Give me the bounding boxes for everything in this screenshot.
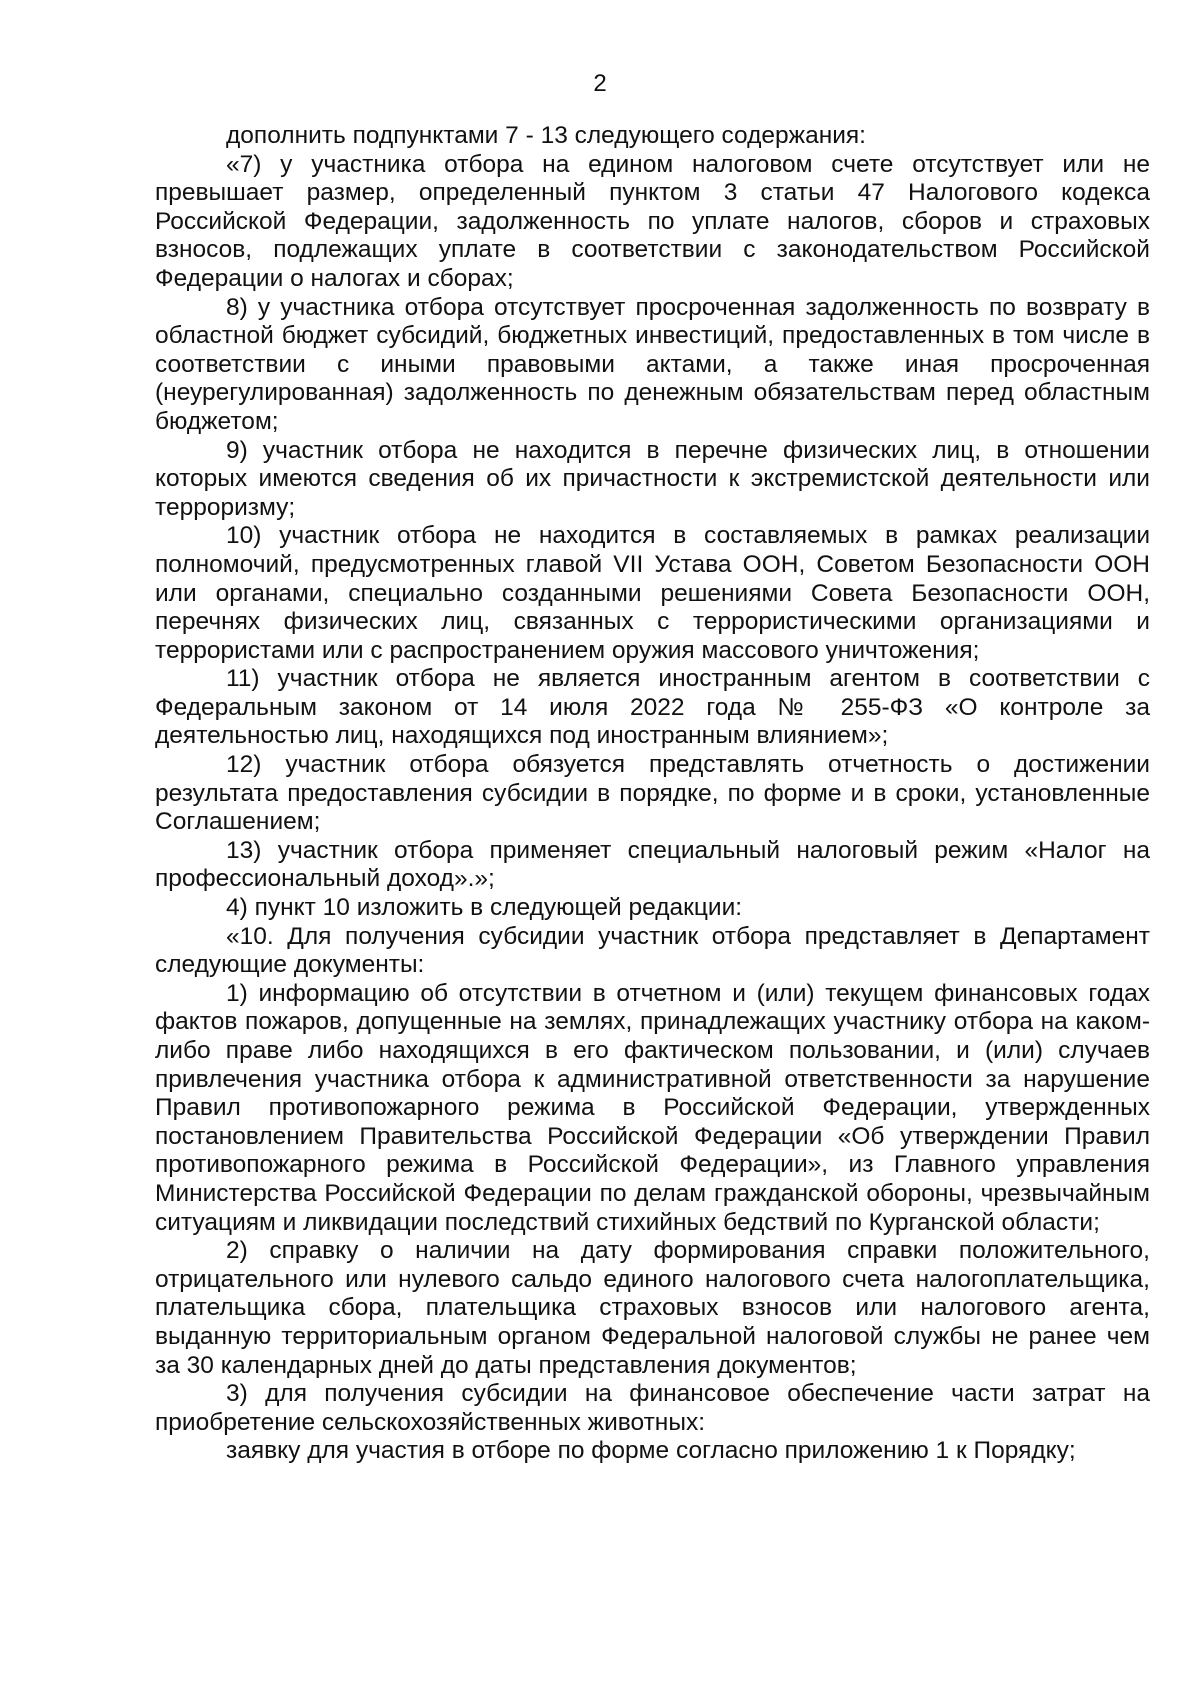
paragraph-document-2: 2) справку о наличии на дату формирования справки положительного, отрицательного или нулевого сальдо единого налогового счета налогоплательщика, плательщика сбора, плательщика страховых взносов или налогового агента, выданную территориальным органом Федеральной налоговой службы не ранее чем за 30 календарных дней до даты представления документов; [155, 1237, 1150, 1379]
paragraph-document-1: 1) информацию об отсутствии в отчетном и (или) текущем финансовых годах фактов пожаров, допущенные на землях, принадлежащих участнику отбора на каком-либо праве либо находящихся в его фактическом пользовании, и (или) случаев привлечения участника отбора к административной ответственности за нарушение Правил противопожарного режима в Российской Федерации, утвержденных постановлением Правительства Российской Федерации «Об утверждении Правил противопожарного режима в Российской Федерации», из Главного управления Министерства Российской Федерации по делам гражданской обороны, чрезвычайным ситуациям и ликвидации последствий стихийных бедствий по Курганской области; [155, 979, 1150, 1236]
paragraph-subitem-10: 10) участник отбора не находится в составляемых в рамках реализации полномочий, предусмотренных главой VII Устава ООН, Советом Безопасности ООН или органами, специально созданными решениями Совета Безопасности ООН, перечнях физических лиц, связанных с террористическими организациями и террористами или с распространением оружия массового уничтожения; [155, 522, 1150, 664]
paragraph-subitem-11: 11) участник отбора не является иностранным агентом в соответствии с Федеральным законом от 14 июля 2022 года № 255-ФЗ «О контроле за деятельностью лиц, находящихся под иностранным влиянием»; [155, 665, 1150, 750]
document-body [155, 122, 1150, 1466]
paragraph-item-4: 4) пункт 10 изложить в следующей редакции: [226, 894, 743, 922]
paragraph-subitem-7: «7) у участника отбора на едином налоговом счете отсутствует или не превышает размер, определенный пунктом 3 статьи 47 Налогового кодекса Российской Федерации, задолженность по уплате налогов, сборов и страховых взносов, подлежащих уплате в соответствии с законодательством Российской Федерации о налогах и сборах; [155, 150, 1150, 292]
paragraph-document-3: 3) для получения субсидии на финансовое обеспечение части затрат на приобретение сельскохозяйственных животных: [155, 1380, 1150, 1436]
paragraph-point-10: «10. Для получения субсидии участник отбора представляет в Департамент следующие документы: [155, 922, 1150, 979]
paragraph-subitem-9: 9) участник отбора не находится в перечне физических лиц, в отношении которых имеются сведения об их причастности к экстремистской деятельности или терроризму; [155, 436, 1150, 521]
paragraph-subitem-13: 13) участник отбора применяет специальный налоговый режим «Налог на профессиональный доход».»; [155, 836, 1150, 893]
page-number: 2 [593, 70, 607, 97]
paragraph-intro: дополнить подпунктами 7 - 13 следующего содержания: [226, 122, 866, 149]
paragraph-subitem-8: 8) у участника отбора отсутствует просроченная задолженность по возврату в областной бюджет субсидий, бюджетных инвестиций, предоставленных в том числе в соответствии с иными правовыми актами, а также иная просроченная (неурегулированная) задолженность по денежным обязательствам перед областным бюджетом; [155, 293, 1150, 435]
paragraph-application: заявку для участия в отборе по форме согласно приложению 1 к Порядку; [226, 1437, 1076, 1465]
paragraph-subitem-12: 12) участник отбора обязуется представлять отчетность о достижении результата предоставления субсидии в порядке, по форме и в сроки, установленные Соглашением; [155, 751, 1150, 836]
